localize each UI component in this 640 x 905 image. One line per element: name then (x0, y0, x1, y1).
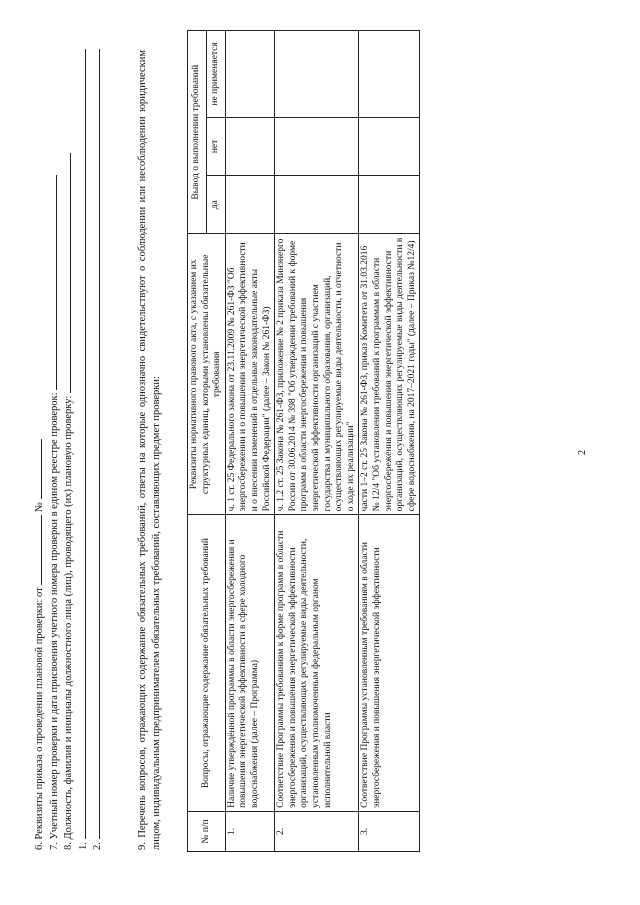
blank-line (32, 439, 42, 499)
answer-yes-cell[interactable] (225, 176, 274, 234)
blank-line (61, 153, 71, 393)
field-inspector: 8. Должность, фамилия и инициалы должностного лица (лиц), проводящего (их) плановую проверку: (61, 30, 76, 850)
rotated-document (32, 30, 617, 880)
table-row (275, 31, 359, 852)
answer-no-cell[interactable] (275, 117, 359, 175)
header-yes: да (206, 176, 225, 234)
row-question: Наличие утверждённой программы в области энергосбережения и повышения энергетической эффективности в сфере холодного водоснабжения (далее – Программа) (225, 515, 274, 812)
inspection-fields (32, 30, 105, 850)
answer-na-cell[interactable] (275, 31, 359, 118)
row-requisites: части 1–2 ст. 25 Закона № 261-ФЗ, приказ Комитета от 31.03.2016 № 12/4 "Об установлении требований к программам в области энергосбережения и повышения энергетической эффективности организаций, осуществляющих регулируемые виды деятельности в сфере водоснабжения, на 2017–2021 годы" (далее – Приказ №12/4) (359, 234, 420, 515)
table-row (225, 31, 274, 852)
header-no: нет (206, 117, 225, 175)
blank-line (47, 175, 57, 390)
intro-paragraph: 9. Перечень вопросов, отражающих содержание обязательных требований, ответы на которые однозначно свидетельствуют о соблюдении или несоблюдении юридическим лицом, индивидуальным предпринимателем обязательных требований, составляющих предмет проверки: (137, 50, 162, 850)
answer-na-cell[interactable] (225, 31, 274, 118)
page-number: 2 (577, 450, 588, 455)
row-requisites: ч. 1 ст. 25 Федерального закона от 23.11.2009 № 261-ФЗ "Об энергосбережении и о повышении энергетической эффективности и о внесении изменений в отдельные законодательные акты Российской Федерации" (далее – Закон № 261-ФЗ) (225, 234, 274, 515)
table-row (359, 31, 420, 852)
blank-line (76, 50, 86, 840)
answer-no-cell[interactable] (225, 117, 274, 175)
header-question: Вопросы, отражающие содержание обязательных требований (188, 515, 226, 812)
answer-yes-cell[interactable] (275, 176, 359, 234)
row-num: 1. (225, 811, 274, 851)
row-requisites: ч. 1.2 ст. 25 Закона № 261-ФЗ, приложение № 2 приказа Минэнерго России от 30.06.2014 № 398 "Об утверждении требований к форме программ в области энергосбережения и повышения энергетической эффективности организаций с участием государства и муниципального образования, организаций, осуществляющих регулируемые виды деятельности, и отчетности о ходе их реализации" (275, 234, 359, 515)
field-account-number: 7. Учетный номер проверки и дата присвоения учетного номера проверки в едином реестре проверок: (47, 30, 62, 850)
field-inspector-1: 1. (76, 30, 91, 850)
row-num: 3. (359, 811, 420, 851)
header-num: № п/п (188, 811, 226, 851)
answer-na-cell[interactable] (359, 31, 420, 118)
row-num: 2. (275, 811, 359, 851)
header-na: не применяется (206, 31, 225, 118)
answer-no-cell[interactable] (359, 117, 420, 175)
blank-line (90, 50, 100, 840)
row-question: Соответствие Программы требованиям к форме программ в области энергосбережения и повышения энергетической эффективности организаций, осуществляющих регулируемые виды деятельности, установленным уполномоченным федеральным органом исполнительной власти (275, 515, 359, 812)
row-question: Соответствие Программы установленным требованиям в области энергосбережения и повышения энергетической эффективности (359, 515, 420, 812)
header-requisites: Реквизиты нормативного правового акта, с указанием их структурных единиц, которыми установлены обязательные требования (188, 234, 226, 515)
answer-yes-cell[interactable] (359, 176, 420, 234)
field-inspector-2: 2. (90, 30, 105, 850)
requirements-table (187, 30, 420, 852)
header-conclusion: Вывод о выполнении требований (188, 31, 207, 234)
blank-line (32, 515, 42, 585)
field-order-requisites: 6. Реквизиты приказа о проведении плановой проверки: от № (32, 30, 47, 850)
